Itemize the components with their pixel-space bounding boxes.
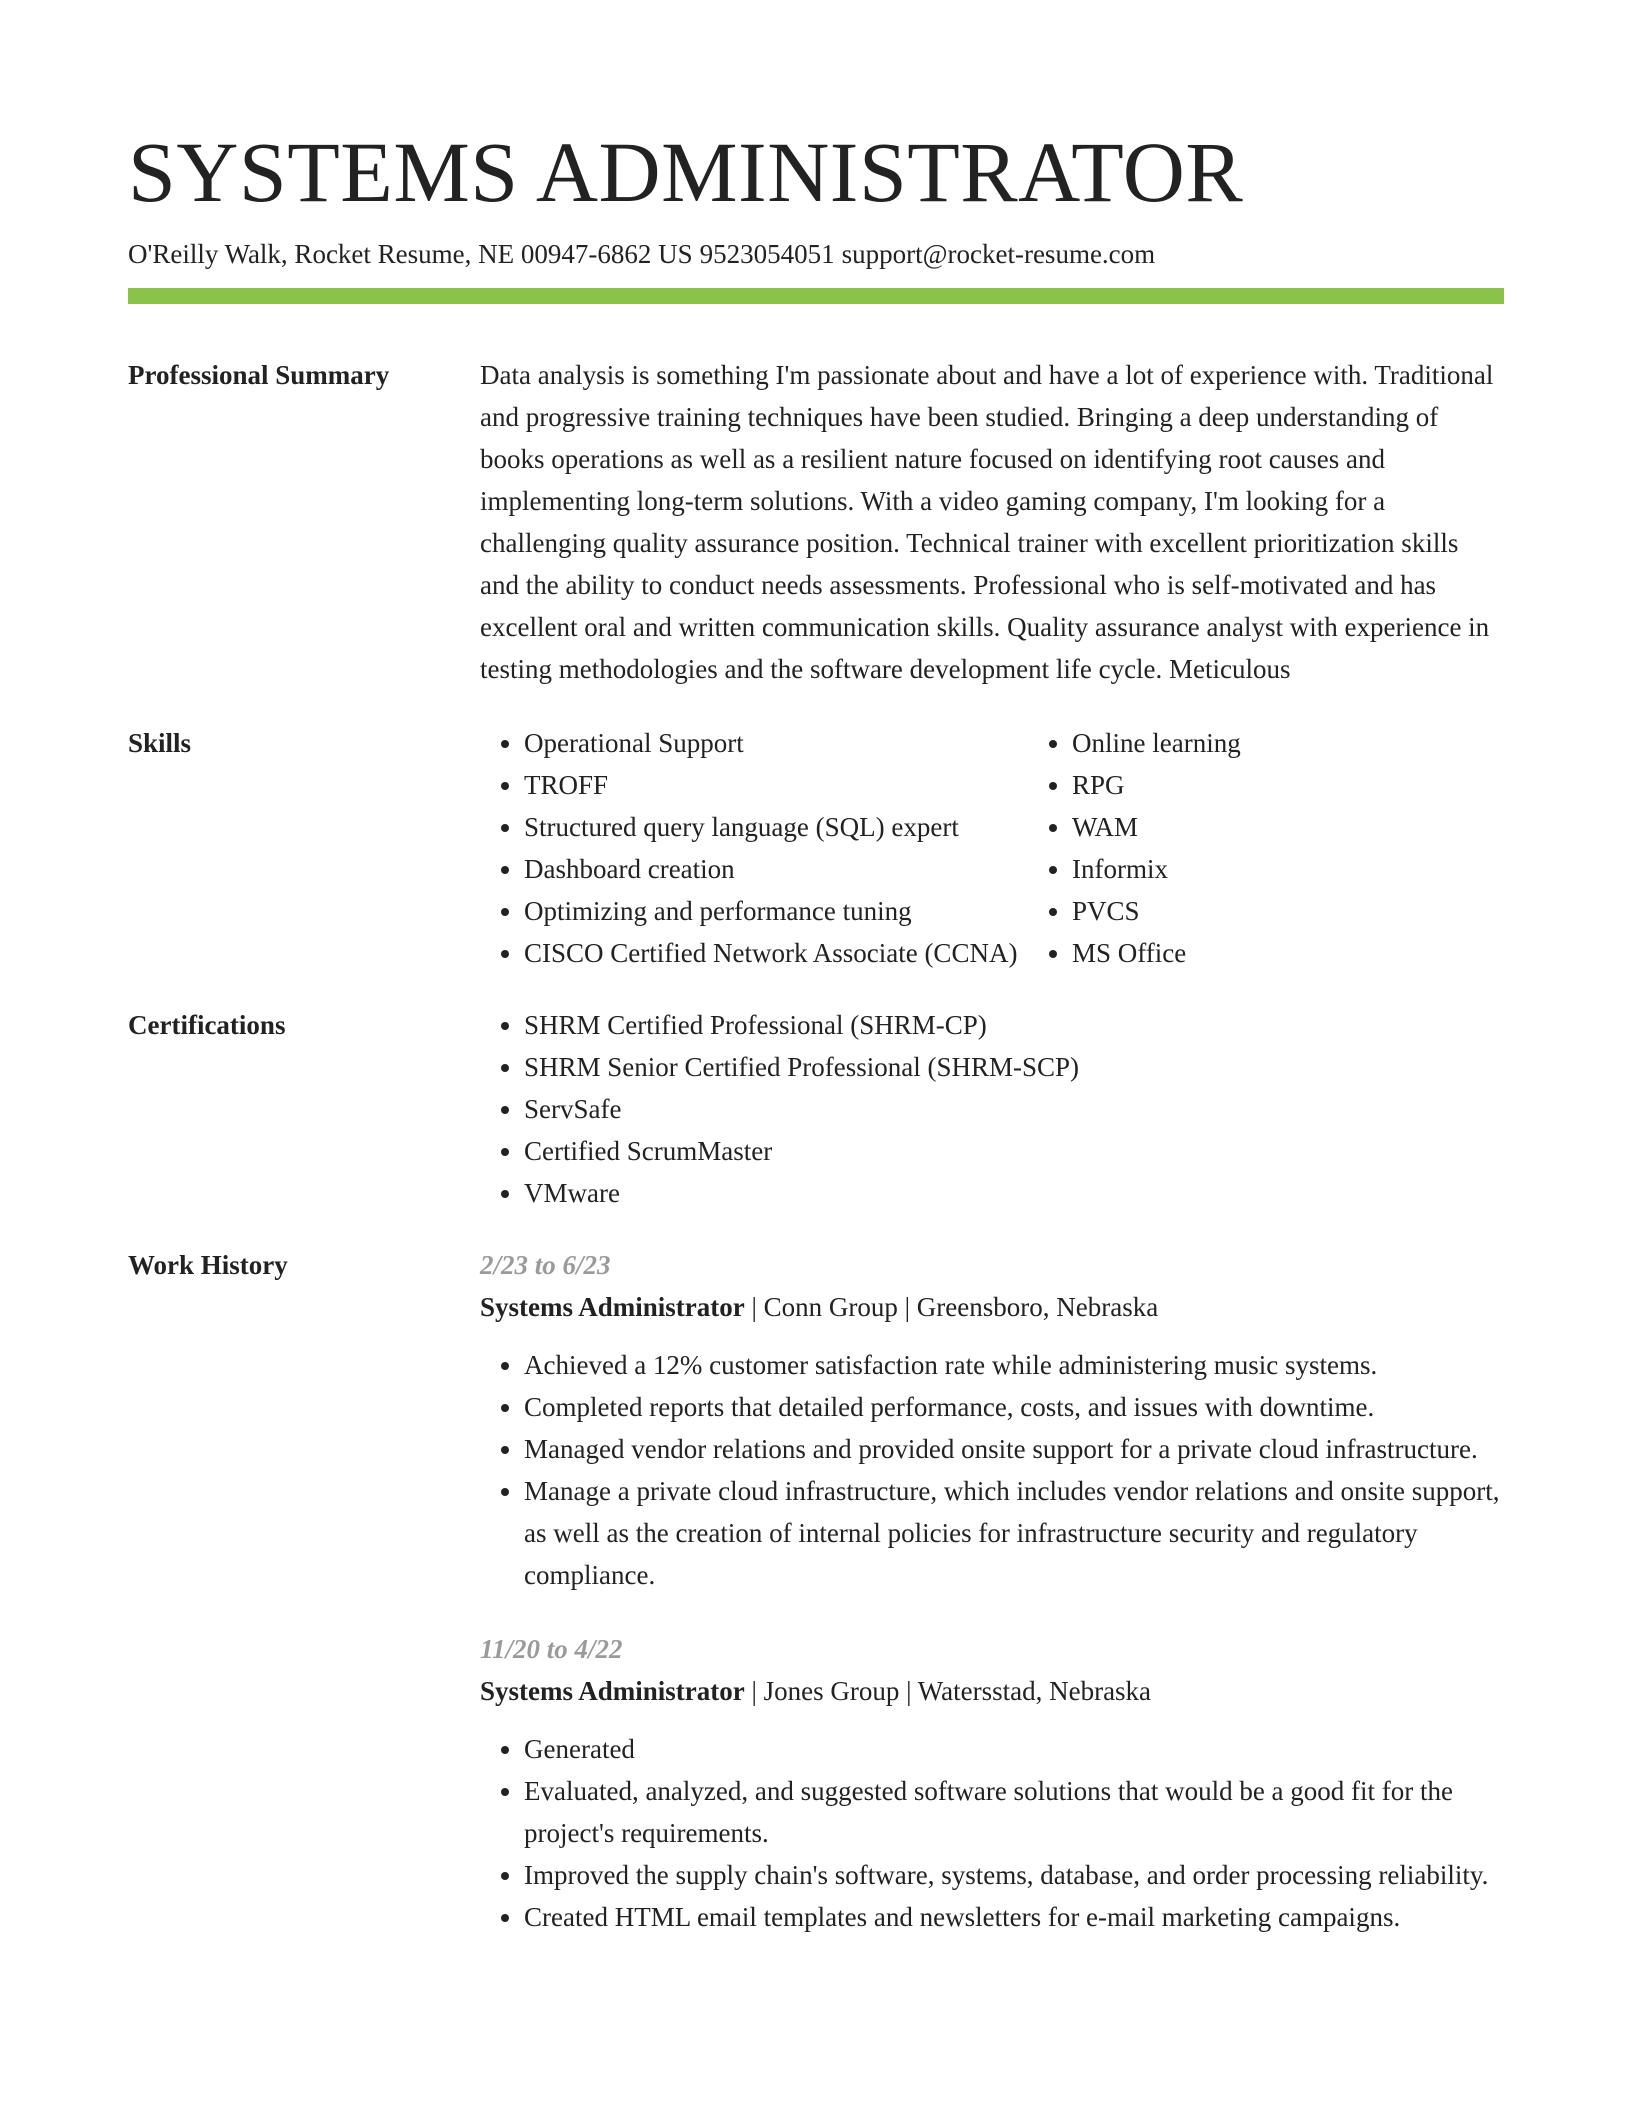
skill-item: • Dashboard creation: [524, 848, 1028, 890]
section-work-history: [128, 1244, 1504, 1938]
contact-address: O'Reilly Walk, Rocket Resume, NE 00947-6862 US: [128, 239, 693, 269]
resume-page: [128, 0, 1504, 1938]
job-bullet: • Generated: [524, 1728, 1504, 1770]
contact-line: [128, 236, 1504, 272]
certification-item: • Certified ScrumMaster: [524, 1130, 1504, 1172]
job-details: | Conn Group | Greensboro, Nebraska: [744, 1292, 1159, 1322]
certifications-list: [480, 1004, 1504, 1214]
certifications-body: [480, 1004, 1504, 1214]
job-bullets: [480, 1728, 1504, 1938]
contact-phone: 9523054051: [699, 239, 835, 269]
job-bullet: • Managed vendor relations and provided onsite support for a private cloud infrastructure.: [524, 1428, 1504, 1470]
skill-item: • Online learning: [1072, 722, 1504, 764]
section-certifications: [128, 1004, 1504, 1214]
skill-item: • TROFF: [524, 764, 1028, 806]
job-dates: 2/23 to 6/23: [480, 1250, 611, 1280]
job-details: | Jones Group | Watersstad, Nebraska: [744, 1676, 1152, 1706]
certification-item: • VMware: [524, 1172, 1504, 1214]
skills-columns: [480, 722, 1504, 974]
skill-item: • PVCS: [1072, 890, 1504, 932]
job-title: Systems Administrator: [480, 1676, 745, 1706]
skill-item: • Informix: [1072, 848, 1504, 890]
job-entry: [480, 1244, 1504, 1596]
skill-item: • Optimizing and performance tuning: [524, 890, 1028, 932]
resume-title: SYSTEMS ADMINISTRATOR: [128, 124, 1244, 220]
job-bullets: [480, 1344, 1504, 1596]
job-title: Systems Administrator: [480, 1292, 745, 1322]
skills-body: [480, 722, 1504, 974]
job-bullet: • Completed reports that detailed performance, costs, and issues with downtime.: [524, 1386, 1504, 1428]
skill-item: • RPG: [1072, 764, 1504, 806]
skill-item: • Structured query language (SQL) expert: [524, 806, 1028, 848]
skill-item: • MS Office: [1072, 932, 1504, 974]
skills-list-right: [1028, 722, 1504, 974]
contact-email: support@rocket-resume.com: [841, 239, 1156, 269]
job-heading: [480, 1670, 1504, 1712]
section-label-certifications: Certifications: [128, 1010, 286, 1040]
certification-item: • SHRM Senior Certified Professional (SHRM-SCP): [524, 1046, 1504, 1088]
work-history-body: [480, 1244, 1504, 1938]
skill-item: • CISCO Certified Network Associate (CCNA): [524, 932, 1028, 974]
job-bullet: • Created HTML email templates and newsletters for e-mail marketing campaigns.: [524, 1896, 1504, 1938]
section-label-summary: Professional Summary: [128, 360, 390, 390]
job-bullet: • Achieved a 12% customer satisfaction rate while administering music systems.: [524, 1344, 1504, 1386]
section-label-skills: Skills: [128, 728, 192, 758]
job-entry: [480, 1628, 1504, 1938]
job-bullet: • Manage a private cloud infrastructure, which includes vendor relations and onsite support, as well as the creation of internal policies for infrastructure security and regulatory compliance.: [524, 1470, 1504, 1596]
header-divider: [128, 288, 1504, 304]
section-professional-summary: [128, 354, 1504, 690]
certification-item: • SHRM Certified Professional (SHRM-CP): [524, 1004, 1504, 1046]
summary-text: Data analysis is something I'm passionate about and have a lot of experience with. Traditional and progressive training techniques have been studied. Bringing a deep understanding of books operations as well as a resilient nature focused on identifying root causes and implementing long-term solutions. With a video gaming company, I'm looking for a challenging quality assurance position. Technical trainer with excellent prioritization skills and the ability to conduct needs assessments. Professional who is self-motivated and has excellent oral and written communication skills. Quality assurance analyst with experience in testing methodologies and the software development life cycle. Meticulous: [480, 360, 1494, 684]
skills-list-left: [480, 722, 1028, 974]
job-bullet: • Improved the supply chain's software, systems, database, and order processing reliability.: [524, 1854, 1504, 1896]
section-label-work-history: Work History: [128, 1250, 288, 1280]
job-heading: [480, 1286, 1504, 1328]
section-skills: [128, 722, 1504, 974]
skill-item: • Operational Support: [524, 722, 1028, 764]
certification-item: • ServSafe: [524, 1088, 1504, 1130]
job-bullet: • Evaluated, analyzed, and suggested software solutions that would be a good fit for the project's requirements.: [524, 1770, 1504, 1854]
skill-item: • WAM: [1072, 806, 1504, 848]
job-dates: 11/20 to 4/22: [480, 1634, 623, 1664]
